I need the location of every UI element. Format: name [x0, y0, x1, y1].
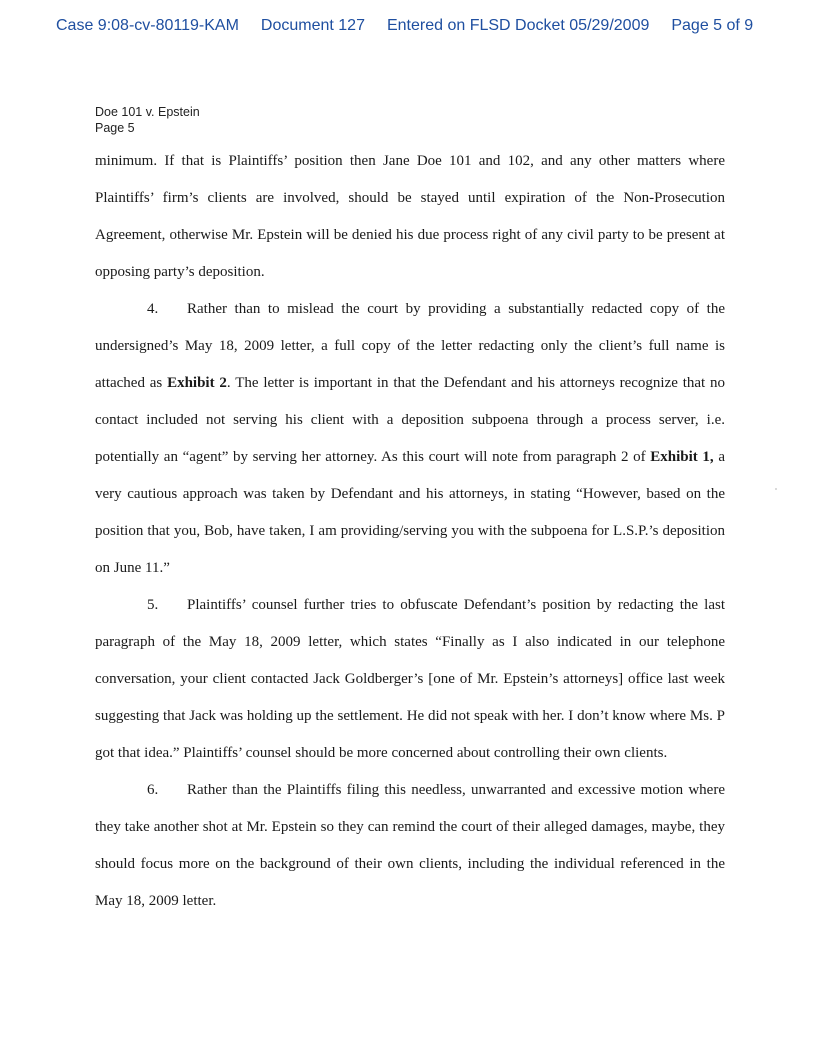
paragraph-5-number: 5. — [147, 597, 159, 613]
paragraph-6 — [95, 772, 725, 920]
paragraph-continued — [95, 143, 725, 291]
scan-mark — [775, 488, 777, 490]
paragraph-4-text-a: Rather than to mislead the court by providing a substantially redacted copy of the undersigned’s May 18, 2009 letter, a full copy of the letter redacting only the client’s full name is attached as — [95, 301, 725, 391]
body-text — [95, 143, 725, 920]
caption-page: Page 5 — [95, 121, 135, 135]
docket-header — [56, 17, 776, 35]
paragraph-6-text: Rather than the Plaintiffs filing this needless, unwarranted and excessive motion where they take another shot at Mr. Epstein so they can remind the court of their alleged damages, maybe, they should focus more on the background of their own clients, including the individual referenced in the May 18, 2009 letter. — [95, 782, 725, 909]
case-caption — [95, 104, 200, 136]
exhibit-1-reference: Exhibit 1, — [650, 449, 714, 465]
paragraph-4-text-b: . The letter is important in that the Defendant and his attorneys recognize that no contact included not serving his client with a deposition subpoena through a process server, i.e. potentially an “agent” by serving her attorney. As this court will note from paragraph 2 of — [95, 375, 725, 465]
case-number: Case 9:08-cv-80119-KAM — [56, 17, 239, 34]
paragraph-4 — [95, 291, 725, 587]
paragraph-5 — [95, 587, 725, 772]
entered-date: Entered on FLSD Docket 05/29/2009 — [386, 17, 650, 34]
paragraph-continued-text: minimum. If that is Plaintiffs’ position then Jane Doe 101 and 102, and any other matters where Plaintiffs’ firm’s clients are involved, should be stayed until expiration of the Non-Prosecution Agreement, otherwise Mr. Epstein will be denied his due process right of any civil party to be present at opposing party’s deposition. — [95, 153, 725, 280]
paragraph-4-number: 4. — [147, 301, 159, 317]
page-indicator: Page 5 of 9 — [671, 17, 754, 34]
paragraph-4-text-c: a very cautious approach was taken by Defendant and his attorneys, in stating “However, based on the position that you, Bob, have taken, I am providing/serving you with the subpoena for L.S.P.’s deposition on June 11.” — [95, 449, 725, 576]
paragraph-6-number: 6. — [147, 782, 159, 798]
exhibit-2-reference: Exhibit 2 — [167, 375, 227, 391]
caption-title: Doe 101 v. Epstein — [95, 105, 200, 119]
document-number: Document 127 — [260, 17, 365, 34]
paragraph-5-text: Plaintiffs’ counsel further tries to obfuscate Defendant’s position by redacting the last paragraph of the May 18, 2009 letter, which states “Finally as I also indicated in our telephone conversation, your client contacted Jack Goldberger’s [one of Mr. Epstein’s attorneys] office last week suggesting that Jack was holding up the settlement. He did not speak with her. I don’t know where Ms. P got that idea.” Plaintiffs’ counsel should be more concerned about controlling their own clients. — [95, 597, 725, 761]
